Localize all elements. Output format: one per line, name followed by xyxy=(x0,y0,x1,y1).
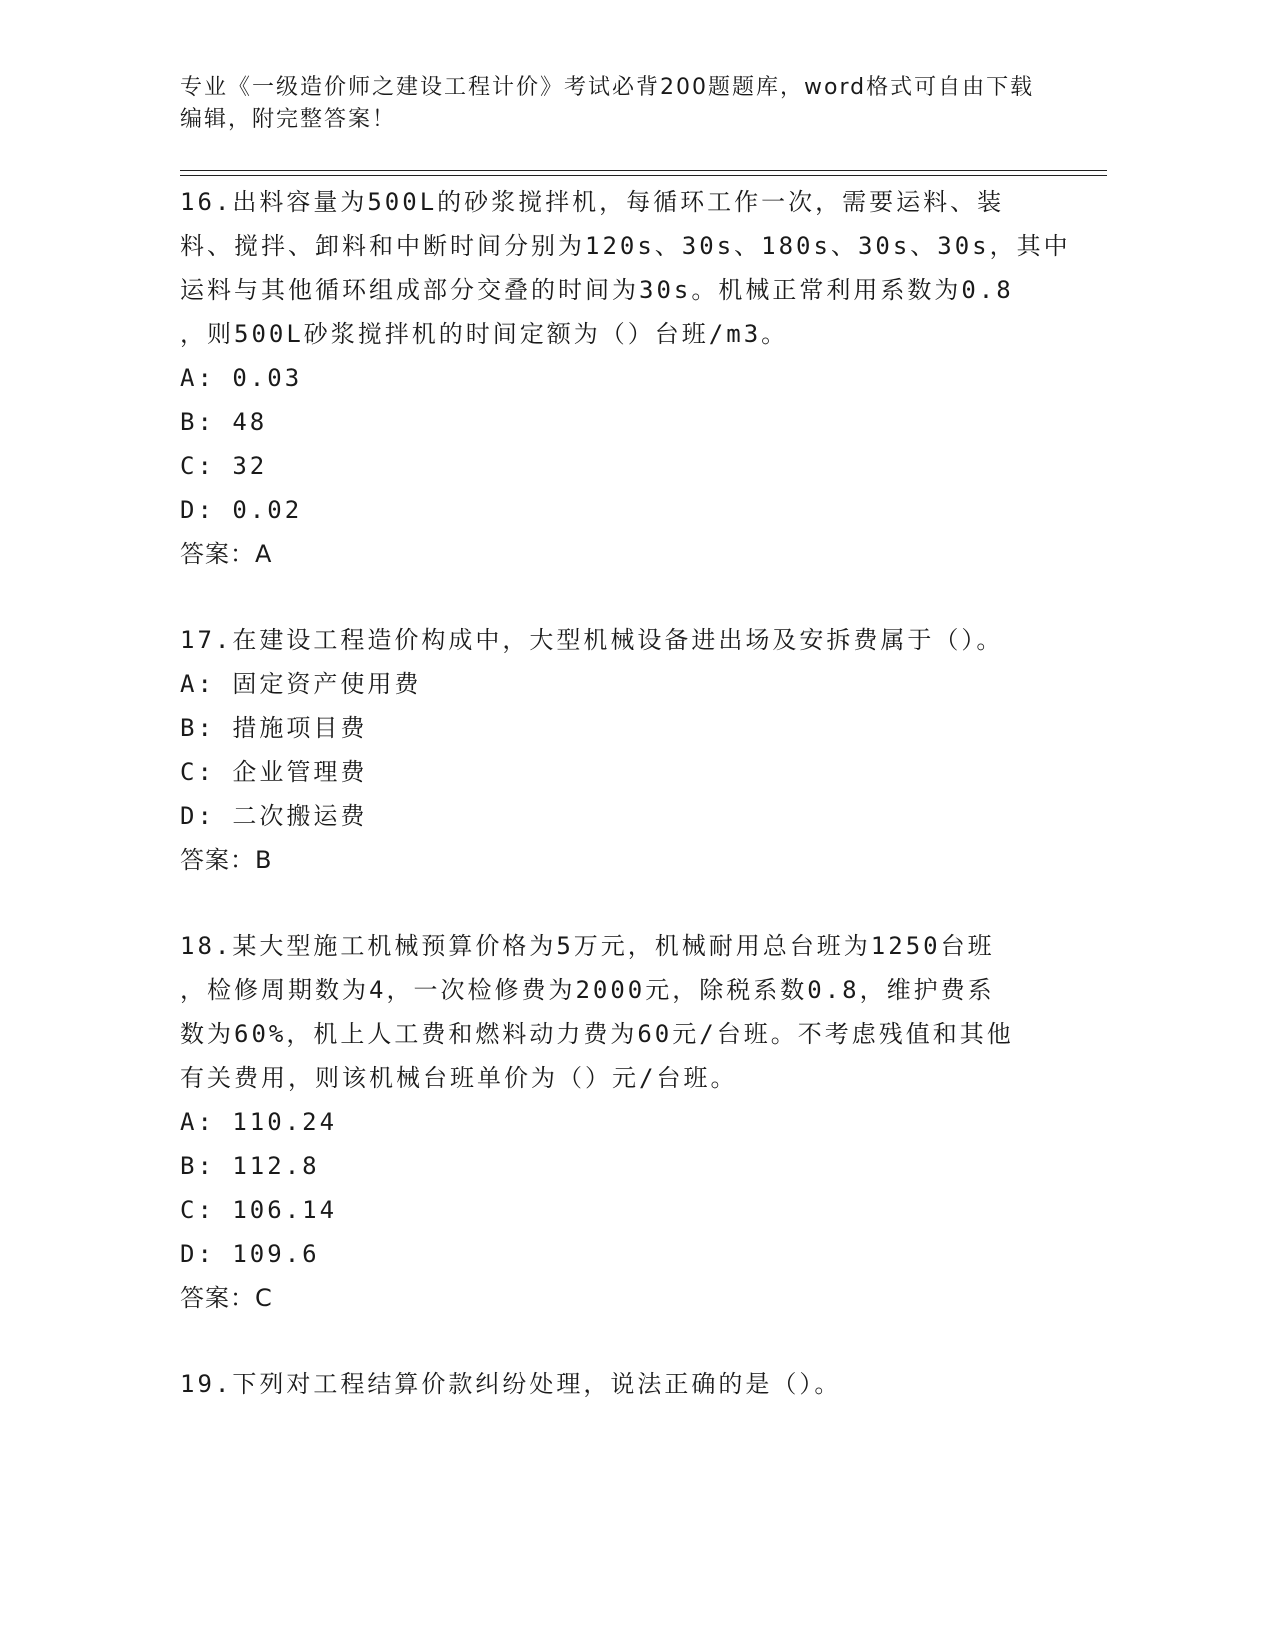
question-text-line: 18.某大型施工机械预算价格为5万元，机械耐用总台班为1250台班 xyxy=(180,932,995,960)
header-rule-top xyxy=(180,170,1107,171)
question-text-line: ，则500L砂浆搅拌机的时间定额为（）台班/m3。 xyxy=(180,320,789,348)
option-c: C: 32 xyxy=(180,452,268,480)
option-a: A: 固定资产使用费 xyxy=(180,670,422,698)
option-a: A: 110.24 xyxy=(180,1108,338,1136)
document-header xyxy=(180,72,1080,136)
option-a: A: 0.03 xyxy=(180,364,303,392)
question-text-line: 料、搅拌、卸料和中断时间分别为120s、30s、180s、30s、30s，其中 xyxy=(180,232,1071,260)
question-16 xyxy=(180,180,1071,576)
spacer xyxy=(180,576,1040,618)
option-d: D: 0.02 xyxy=(180,496,303,524)
question-text-line: 17.在建设工程造价构成中，大型机械设备进出场及安拆费属于（）。 xyxy=(180,626,1004,654)
header-line-2: 编辑，附完整答案！ xyxy=(180,107,397,132)
option-d: D: 二次搬运费 xyxy=(180,802,368,830)
question-text-line: 运料与其他循环组成部分交叠的时间为30s。机械正常利用系数为0.8 xyxy=(180,276,1014,304)
option-c: C: 106.14 xyxy=(180,1196,338,1224)
question-text-line: ，检修周期数为4，一次检修费为2000元，除税系数0.8，维护费系 xyxy=(180,976,995,1004)
header-rule-bottom xyxy=(180,175,1107,176)
question-list xyxy=(180,180,1071,1406)
spacer xyxy=(180,882,1040,924)
answer: 答案：B xyxy=(180,846,273,874)
question-text-line: 19.下列对工程结算价款纠纷处理，说法正确的是（）。 xyxy=(180,1370,842,1398)
option-b: B: 措施项目费 xyxy=(180,714,368,742)
option-b: B: 48 xyxy=(180,408,268,436)
header-line-1: 专业《一级造价师之建设工程计价》考试必背200题题库，word格式可自由下载 xyxy=(180,75,1035,100)
question-text-line: 有关费用，则该机械台班单价为（）元/台班。 xyxy=(180,1064,738,1092)
question-18 xyxy=(180,924,1040,1320)
question-17 xyxy=(180,618,1040,882)
spacer xyxy=(180,1320,1040,1362)
question-text-line: 数为60%，机上人工费和燃料动力费为60元/台班。不考虑残值和其他 xyxy=(180,1020,1014,1048)
option-d: D: 109.6 xyxy=(180,1240,320,1268)
answer: 答案：A xyxy=(180,540,273,568)
answer: 答案：C xyxy=(180,1284,273,1312)
option-b: B: 112.8 xyxy=(180,1152,320,1180)
question-text-line: 16.出料容量为500L的砂浆搅拌机，每循环工作一次，需要运料、装 xyxy=(180,188,1005,216)
option-c: C: 企业管理费 xyxy=(180,758,368,786)
question-19 xyxy=(180,1362,1040,1406)
